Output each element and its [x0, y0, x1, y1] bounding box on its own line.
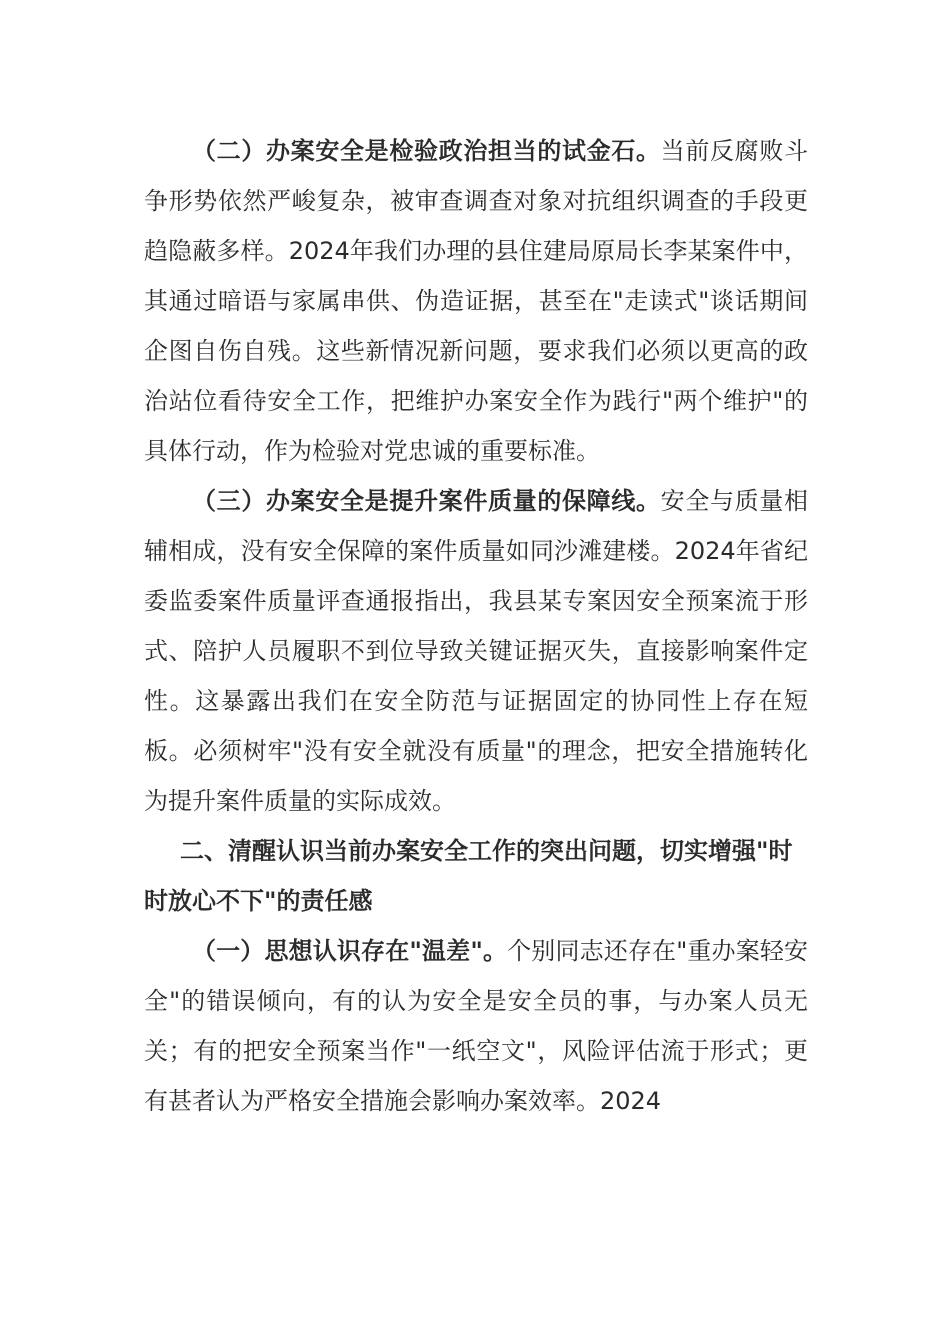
- section-heading: 二、清醒认识当前办案安全工作的突出问题，切实增强"时时放心不下"的责任感: [144, 837, 793, 915]
- paragraph-case-quality: [144, 476, 808, 826]
- paragraph-political-responsibility: [144, 126, 808, 476]
- paragraph-lead: （三）办案安全是提升案件质量的保障线。: [192, 487, 661, 515]
- paragraph-lead: （一）思想认识存在"温差"。: [192, 937, 508, 965]
- paragraph-text: 个别同志还存在"重办案轻安全"的错误倾向，有的认为安全是安全员的事，与办案人员无关；有的把安全预案当作"一纸空文"，风险评估流于形式；更有甚者认为严格安全措施会影响办案效率。2024: [144, 937, 808, 1115]
- paragraph-text: 安全与质量相辅相成，没有安全保障的案件质量如同沙滩建楼。2024年省纪委监委案件质量评查通报指出，我县某专案因安全预案流于形式、陪护人员履职不到位导致关键证据灭失，直接影响案件定性。这暴露出我们在安全防范与证据固定的协同性上存在短板。必须树牢"没有安全就没有质量"的理念，把安全措施转化为提升案件质量的实际成效。: [144, 487, 809, 815]
- paragraph-text: 当前反腐败斗争形势依然严峻复杂，被审查调查对象对抗组织调查的手段更趋隐蔽多样。2024年我们办理的县住建局原局长李某案件中，其通过暗语与家属串供、伪造证据，甚至在"走读式"谈话期间企图自伤自残。这些新情况新问题，要求我们必须以更高的政治站位看待安全工作，把维护办案安全作为践行"两个维护"的具体行动，作为检验对党忠诚的重要标准。: [144, 137, 809, 465]
- paragraph-lead: （二）办案安全是检验政治担当的试金石。: [192, 137, 661, 165]
- document-body: [144, 126, 808, 1126]
- paragraph-awareness-gap: [144, 926, 808, 1126]
